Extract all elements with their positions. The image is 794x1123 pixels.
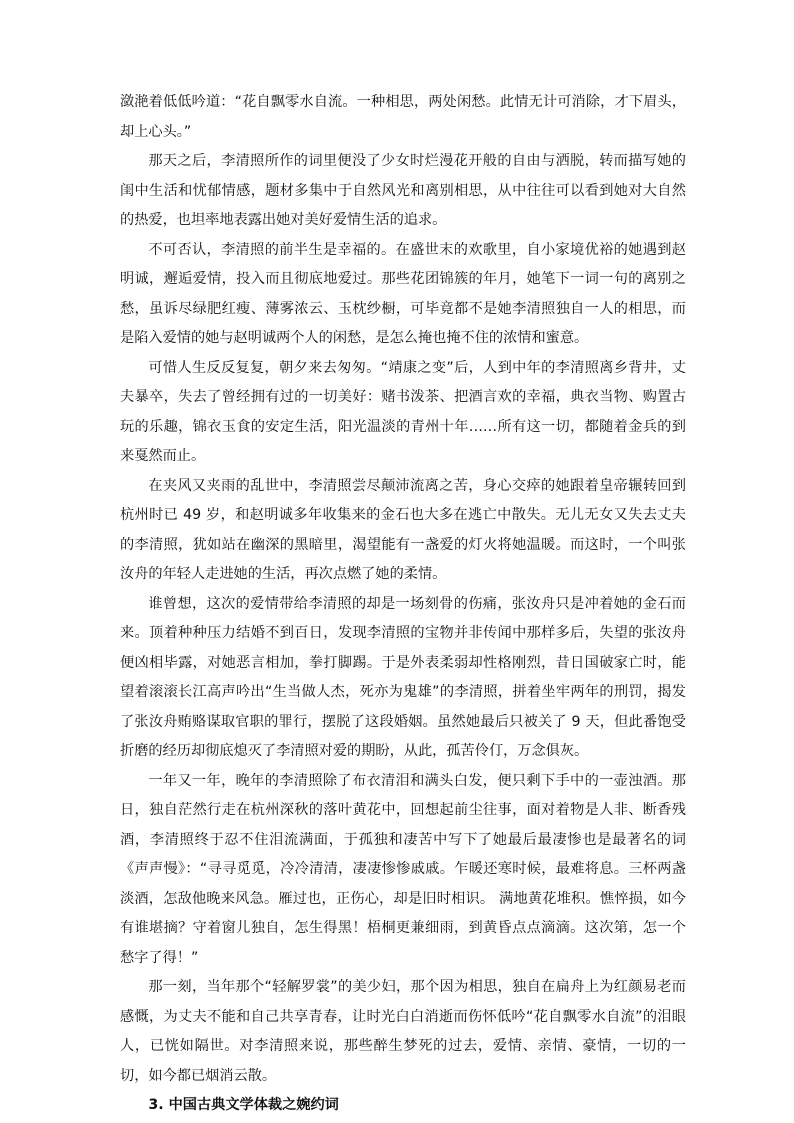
paragraph-5: 在夹风又夹雨的乱世中，李清照尝尽颠沛流离之苦，身心交瘁的她跟着皇帝辗转回到杭州时已 49 岁，和赵明诚多年收集来的金石也大多在逃亡中散失。无儿无女又失去丈夫的李清照，犹如站在幽深的黑暗里，渴望能有一盏爱的灯火将她温暖。而这时，一个叫张汝舟的年轻人走进她的生活，再次点燃了她的柔情。 xyxy=(120,477,686,582)
paragraph-3: 不可否认，李清照的前半生是幸福的。在盛世末的欢歌里，自小家境优裕的她遇到赵明诚，邂逅爱情，投入而且彻底地爱过。那些花团锦簇的年月，她笔下一词一句的离别之愁，虽诉尽绿肥红瘦、薄雾浓云、玉枕纱橱，可毕竟都不是她李清照独自一人的相思，而是陷入爱情的她与赵明诚两个人的闲愁，是怎么掩也掩不住的浓情和蜜意。 xyxy=(120,241,686,346)
section-heading: 3. 中国古典文学体裁之婉约词 xyxy=(148,1097,339,1113)
paragraph-6: 谁曾想，这次的爱情带给李清照的却是一场刻骨的伤痛，张汝舟只是冲着她的金石而来。顶着种种压力结婚不到百日，发现李清照的宝物并非传闻中那样多后，失望的张汝舟便凶相毕露，对她恶言相加，拳打脚踢。于是外表柔弱却性格刚烈，昔日国破家亡时，能望着滚滚长江高声吟出“生当做人杰，死亦为鬼雄”的李清照，拼着坐牢两年的刑罚，揭发了张汝舟贿赂谋取官职的罪行，摆脱了这段婚姻。虽然她最后只被关了 9 天，但此番饱受折磨的经历却彻底熄灭了李清照对爱的期盼，从此，孤苦伶仃，万念俱灰。 xyxy=(120,595,686,759)
paragraph-4: 可惜人生反反复复，朝夕来去匆匆。“靖康之变”后，人到中年的李清照离乡背井，丈夫暴卒，失去了曾经拥有过的一切美好：赌书泼茶、把酒言欢的幸福，典衣当物、购置古玩的乐趣，锦衣玉食的安定生活，阳光温淡的青州十年……所有这一切，都随着金兵的到来戛然而止。 xyxy=(120,359,686,464)
paragraph-7: 一年又一年，晚年的李清照除了布衣清泪和满头白发，便只剩下手中的一壶浊酒。那日，独自茫然行走在杭州深秋的落叶黄花中，回想起前尘往事，面对着物是人非、断香残酒，李清照终于忍不住泪流满面，于孤独和凄苦中写下了她最后最凄惨也是最著名的词《声声慢》：“寻寻觅觅，冷冷清清，凄凄惨惨戚戚。乍暖还寒时候，最难将息。三杯两盏淡酒，怎敌他晚来风急。雁过也，正伤心，却是旧时相识。 满地黄花堆积。憔悴损，如今有谁堪摘？守着窗儿独自，怎生得黑！梧桐更兼细雨，到黄昏点点滴滴。这次第，怎一个愁字了得！” xyxy=(120,772,686,966)
document-page xyxy=(120,88,686,1121)
paragraph-2: 那天之后，李清照所作的词里便没了少女时烂漫花开般的自由与洒脱，转而描写她的闺中生活和忧郁情感，题材多集中于自然风光和离别相思，从中往往可以看到她对大自然的热爱，也坦率地表露出她对美好爱情生活的追求。 xyxy=(120,153,686,228)
paragraph-8: 那一刻，当年那个“轻解罗裳”的美少妇，那个因为相思，独自在扁舟上为红颜易老而感慨，为丈夫不能和自己共享青春，让时光白白消逝而伤怀低吟“花自飘零水自流”的泪眼人，已恍如隔世。对李清照来说，那些醉生梦死的过去，爱情、亲情、豪情，一切的一切，如今都已烟消云散。 xyxy=(120,979,686,1084)
paragraph-1: 潋滟着低低吟道：“花自飘零水自流。一种相思，两处闲愁。此情无计可消除，才下眉头，却上心头。” xyxy=(120,94,686,140)
